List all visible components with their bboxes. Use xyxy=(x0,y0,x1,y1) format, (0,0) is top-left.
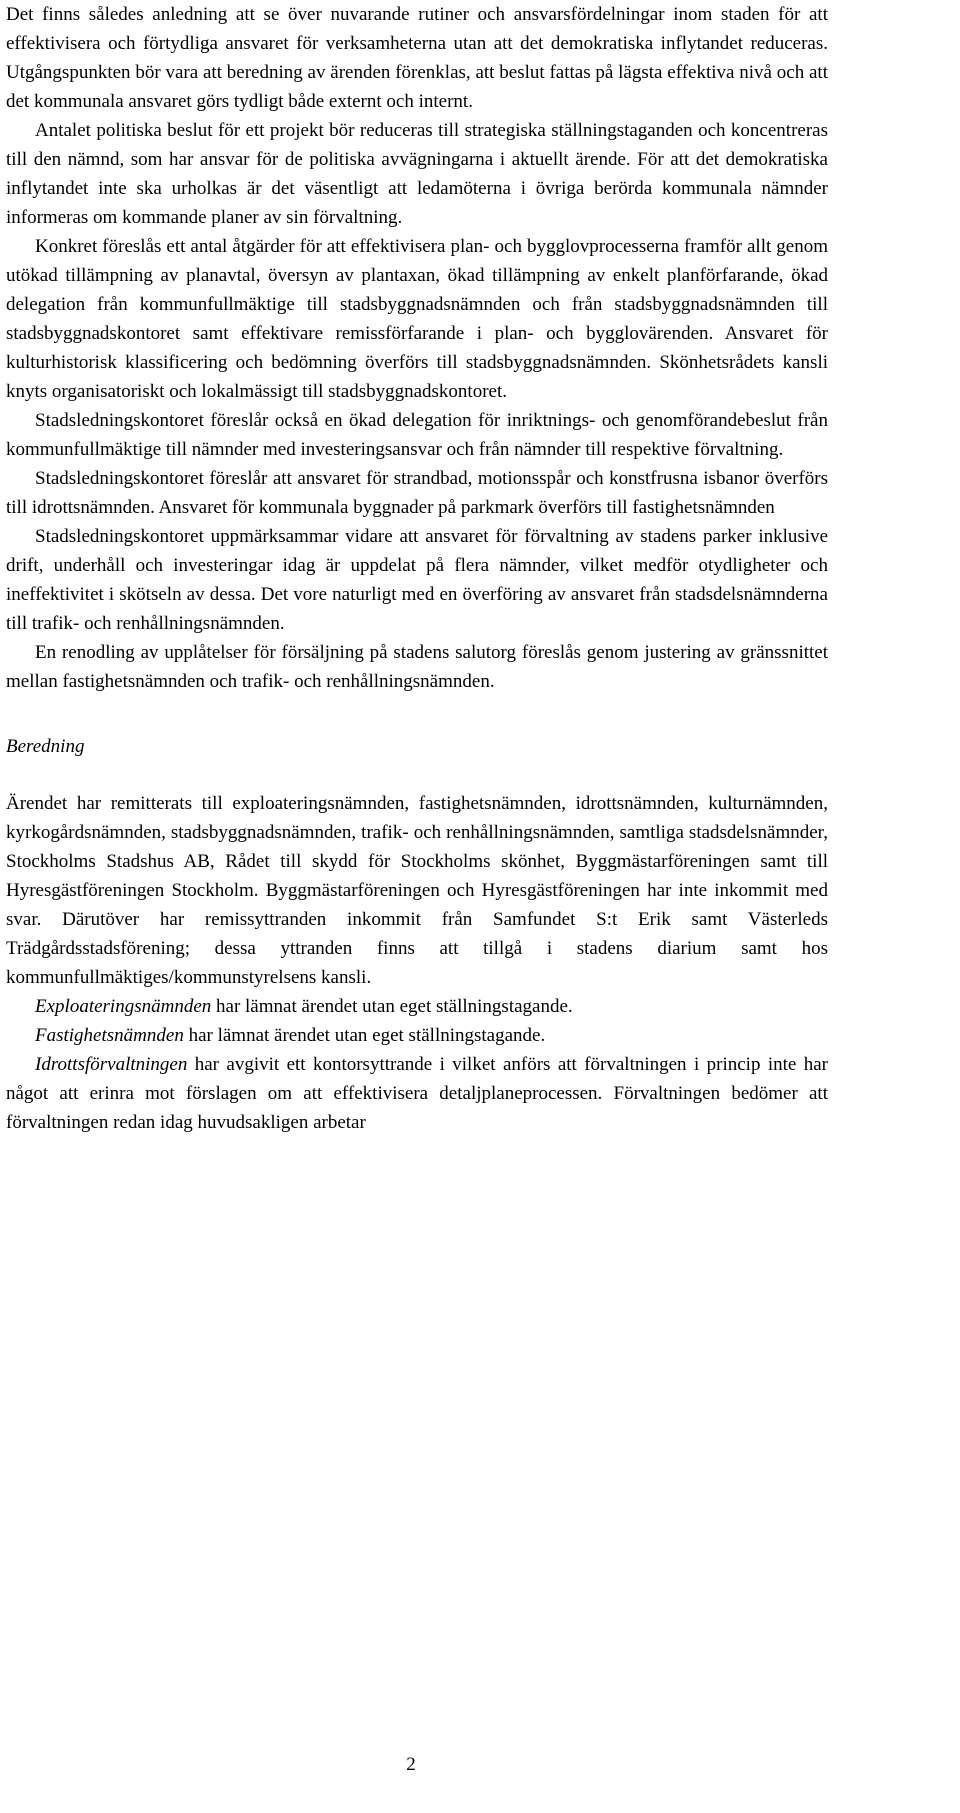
response-body-name: Fastighetsnämnden xyxy=(35,1025,184,1046)
paragraph-2: Antalet politiska beslut för ett projekt bör reduceras till strategiska ställningstaganden och koncentreras till den nämnd, som har ansvar för de politiska avvägningarna i aktuellt ärende. För att det demokratiska inflytandet inte ska urholkas är det väsentligt att ledamöterna i övriga berörda kommunala nämnder informeras om kommande planer av sin förvaltning. xyxy=(6,120,828,228)
paragraph-4: Stadsledningskontoret föreslår också en ökad delegation för inriktnings- och genomförandebeslut från kommunfullmäktige till nämnder med investeringsansvar och från nämnder till respektive förvaltning. xyxy=(6,410,828,460)
response-idrott xyxy=(6,1050,828,1137)
response-text: har lämnat ärendet utan eget ställningstagande. xyxy=(211,996,573,1017)
section-heading: Beredning xyxy=(6,736,85,757)
response-text: har lämnat ärendet utan eget ställningstagande. xyxy=(183,1025,546,1046)
response-text: har avgivit ett kontorsyttrande i vilket anförs att förvaltningen i princip inte har något att erinra mot förslagen om att effektivisera detaljplaneprocessen. Förvaltningen bedömer att förvaltningen redan idag huvudsakligen arbetar xyxy=(6,1054,828,1133)
response-fastighet xyxy=(6,1021,828,1050)
page-number: 2 xyxy=(406,1754,416,1775)
beredning-paragraph: Ärendet har remitterats till exploateringsnämnden, fastighetsnämnden, idrottsnämnden, kulturnämnden, kyrkogårdsnämnden, stadsbyggnadsnämnden, trafik- och renhållningsnämnden, samtliga stadsdelsnämnder, Stockholms Stadshus AB, Rådet till skydd för Stockholms skönhet, Byggmästarföreningen samt till Hyresgästföreningen Stockholm. Byggmästarföreningen och Hyresgästföreningen har inte inkommit med svar. Därutöver har remissyttranden inkommit från Samfundet S:t Erik samt Västerleds Trädgårdsstadsförening; dessa yttranden finns att tillgå i stadens diarium samt hos kommunfullmäktiges/kommunstyrelsens kansli. xyxy=(6,793,828,988)
paragraph-3: Konkret föreslås ett antal åtgärder för att effektivisera plan- och bygglovprocesserna framför allt genom utökad tillämpning av planavtal, översyn av plantaxan, ökad tillämpning av enkelt planförfarande, ökad delegation från kommunfullmäktige till stadsbyggnadsnämnden och från stadsbyggnadsnämnden till stadsbyggnadskontoret samt effektivare remissförfarande i plan- och bygglovärenden. Ansvaret för kulturhistorisk klassificering och bedömning överförs till stadsbyggnadsnämnden. Skönhetsrådets kansli knyts organisatoriskt och lokalmässigt till stadsbyggnadskontoret. xyxy=(6,236,828,402)
paragraph-6: Stadsledningskontoret uppmärksammar vidare att ansvaret för förvaltning av stadens parker inklusive drift, underhåll och investeringar idag är uppdelat på flera nämnder, vilket medför otydligheter och ineffektivitet i skötseln av dessa. Det vore naturligt med en överföring av ansvaret från stadsdelsnämnderna till trafik- och renhållningsnämnden. xyxy=(6,526,828,634)
document-page xyxy=(6,0,828,1137)
response-body-name: Exploateringsnämnden xyxy=(35,996,212,1017)
paragraph-5: Stadsledningskontoret föreslår att ansvaret för strandbad, motionsspår och konstfrusna isbanor överförs till idrottsnämnden. Ansvaret för kommunala byggnader på parkmark överförs till fastighetsnämnden xyxy=(6,468,828,518)
spacer xyxy=(6,761,828,789)
response-exploatering xyxy=(6,992,828,1021)
paragraph-7: En renodling av upplåtelser för försäljning på stadens salutorg föreslås genom justering av gränssnittet mellan fastighetsnämnden och trafik- och renhållningsnämnden. xyxy=(6,642,828,692)
response-body-name: Idrottsförvaltningen xyxy=(35,1054,188,1075)
paragraph-1: Det finns således anledning att se över nuvarande rutiner och ansvarsfördelningar inom staden för att effektivisera och förtydliga ansvaret för verksamheterna utan att det demokratiska inflytandet reduceras. Utgångspunkten bör vara att beredning av ärenden förenklas, att beslut fattas på lägsta effektiva nivå och att det kommunala ansvaret görs tydligt både externt och internt. xyxy=(6,4,828,112)
